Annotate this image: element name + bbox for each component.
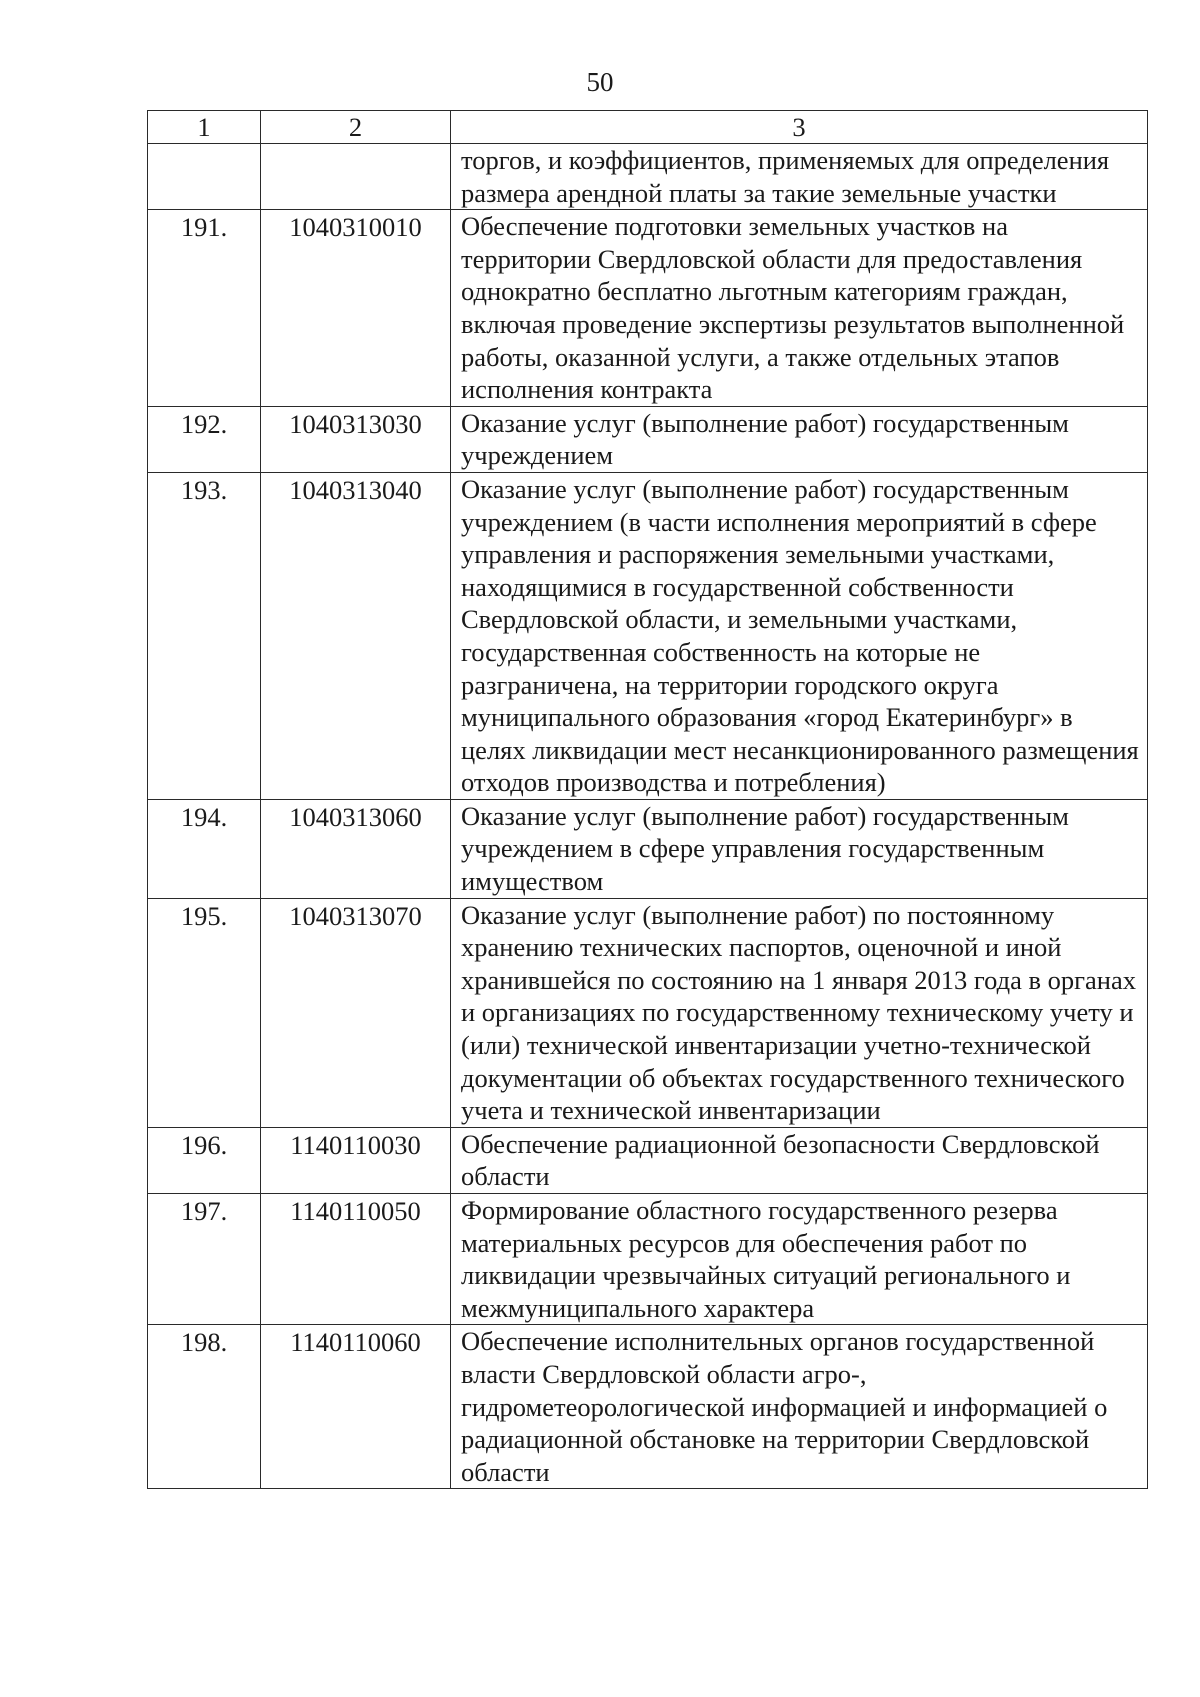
row-code: 1040313040: [261, 472, 451, 799]
table-row: [148, 799, 1148, 898]
table-row: [148, 1127, 1148, 1193]
table-row: [148, 472, 1148, 799]
row-code: 1040310010: [261, 210, 451, 407]
row-description: Оказание услуг (выполнение работ) государственным учреждением в сфере управления государственным имуществом: [451, 799, 1148, 898]
table-row: [148, 210, 1148, 407]
row-description: Оказание услуг (выполнение работ) государственным учреждением: [451, 406, 1148, 472]
row-description: Обеспечение исполнительных органов государственной власти Свердловской области агро-, гидрометеорологической информацией и информацией о радиационной обстановке на территории Свердловской области: [451, 1325, 1148, 1489]
row-number: 196.: [148, 1127, 261, 1193]
row-number: 195.: [148, 898, 261, 1127]
row-number: 194.: [148, 799, 261, 898]
column-header-number: 1: [148, 111, 261, 144]
table-row: [148, 1194, 1148, 1325]
column-header-code: 2: [261, 111, 451, 144]
table-row-continuation: [148, 144, 1148, 210]
row-number: 193.: [148, 472, 261, 799]
row-number-cell: [148, 144, 261, 210]
row-description: Оказание услуг (выполнение работ) по постоянному хранению технических паспортов, оценочной и иной хранившейся по состоянию на 1 января 2013 года в органах и организациях по государственному техническому учету и (или) технической инвентаризации учетно-технической документации об объектах государственного технического учета и технической инвентаризации: [451, 898, 1148, 1127]
table-row: [148, 1325, 1148, 1489]
column-header-description: 3: [451, 111, 1148, 144]
row-description: Обеспечение радиационной безопасности Свердловской области: [451, 1127, 1148, 1193]
table-row: [148, 406, 1148, 472]
row-description: торгов, и коэффициентов, применяемых для определения размера арендной платы за такие земельные участки: [451, 144, 1148, 210]
row-description: Оказание услуг (выполнение работ) государственным учреждением (в части исполнения мероприятий в сфере управления и распоряжения земельными участками, находящимися в государственной собственности Свердловской области, и земельными участками, государственная собственность на которые не разграничена, на территории городского округа муниципального образования «город Екатеринбург» в целях ликвидации мест несанкционированного размещения отходов производства и потребления): [451, 472, 1148, 799]
row-code: 1040313030: [261, 406, 451, 472]
row-code: 1140110050: [261, 1194, 451, 1325]
table-header-row: [148, 111, 1148, 144]
row-description: Формирование областного государственного резерва материальных ресурсов для обеспечения работ по ликвидации чрезвычайных ситуаций регионального и межмуниципального характера: [451, 1194, 1148, 1325]
row-code-cell: [261, 144, 451, 210]
row-code: 1140110060: [261, 1325, 451, 1489]
row-number: 198.: [148, 1325, 261, 1489]
table-row: [148, 898, 1148, 1127]
row-description: Обеспечение подготовки земельных участков на территории Свердловской области для предоставления однократно бесплатно льготным категориям граждан, включая проведение экспертизы результатов выполненной работы, оказанной услуги, а также отдельных этапов исполнения контракта: [451, 210, 1148, 407]
row-code: 1040313060: [261, 799, 451, 898]
row-code: 1040313070: [261, 898, 451, 1127]
page-number: 50: [586, 67, 614, 97]
row-number: 191.: [148, 210, 261, 407]
row-number: 197.: [148, 1194, 261, 1325]
document-table: [147, 110, 1148, 1489]
row-number: 192.: [148, 406, 261, 472]
row-code: 1140110030: [261, 1127, 451, 1193]
